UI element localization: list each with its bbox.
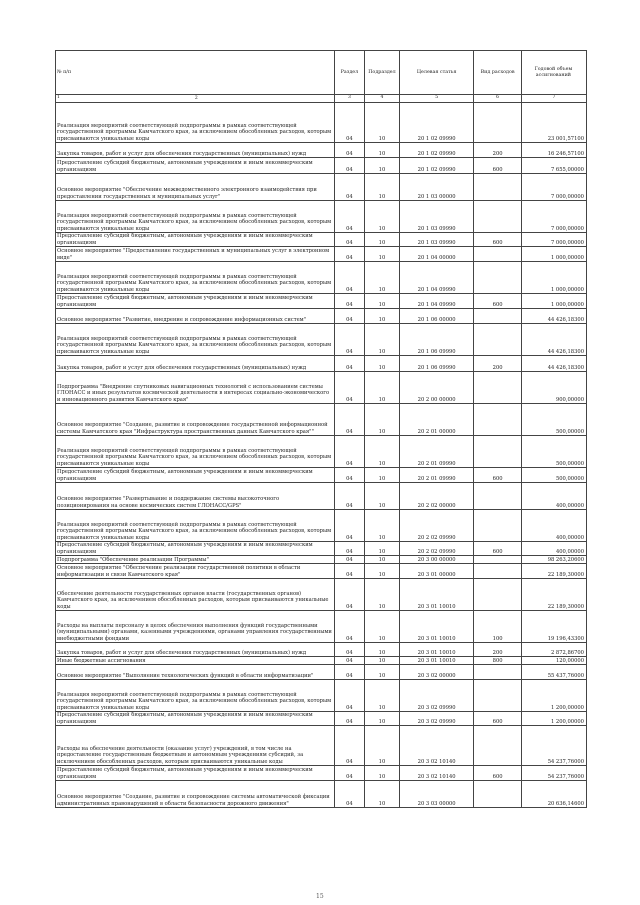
row-celevaya: 20 3 03 00000: [399, 781, 474, 808]
page-number: 15: [316, 893, 324, 900]
row-celevaya: 20 1 03 09990: [399, 201, 474, 233]
row-podrazdel: 10: [365, 309, 400, 324]
row-sum: 7 000,00000: [521, 233, 586, 247]
row-podrazdel: 10: [365, 174, 400, 201]
table-row: [56, 657, 587, 665]
header-name: № п/п: [56, 51, 335, 95]
row-name: Основное мероприятие "Выполнение технологических функций в области информатизации": [56, 665, 335, 680]
row-sum: 1 200,00000: [521, 712, 586, 726]
row-sum: 44 426,18300: [521, 324, 586, 356]
row-podrazdel: 10: [365, 680, 400, 712]
row-name: Подпрограмма "Обеспечение реализации Программы": [56, 556, 335, 564]
row-podrazdel: 10: [365, 657, 400, 665]
colnum-6: 6: [474, 95, 521, 103]
row-podrazdel: 10: [365, 781, 400, 808]
row-name: Реализация мероприятий соответствующей подпрограммы в рамках соответствующей государственной программы Камчатского края, за исключением обособленных расходов, которым присваиваются уникальные коды: [56, 436, 335, 468]
row-name: Подпрограмма "Внедрение спутниковых навигационных технологий с использованием системы ГЛОНАСС и иных результатов космической деятельности в интересах социально-экономического и инновационного развития Камчатского края": [56, 372, 335, 404]
row-sum: 1 000,00000: [521, 262, 586, 294]
row-celevaya: 20 3 01 10010: [399, 579, 474, 611]
row-razdel: 04: [334, 294, 364, 309]
row-podrazdel: 10: [365, 233, 400, 247]
row-celevaya: 20 3 00 00000: [399, 556, 474, 564]
row-name: Закупка товаров, работ и услуг для обеспечения государственных (муниципальных) нужд: [56, 143, 335, 158]
table-row: [56, 510, 587, 542]
row-name: Предоставление субсидий бюджетным, автономным учреждениям и иным некоммерческим организациям: [56, 294, 335, 309]
row-razdel: 04: [334, 712, 364, 726]
row-razdel: 04: [334, 309, 364, 324]
row-celevaya: 20 3 02 09990: [399, 712, 474, 726]
row-podrazdel: 10: [365, 262, 400, 294]
row-razdel: 04: [334, 542, 364, 556]
row-sum: 23 001,57100: [521, 103, 586, 143]
row-vid: [474, 309, 521, 324]
row-podrazdel: 10: [365, 643, 400, 657]
row-vid: 800: [474, 657, 521, 665]
column-number-row: [56, 95, 587, 103]
row-sum: 900,00000: [521, 372, 586, 404]
row-celevaya: 20 1 04 09990: [399, 262, 474, 294]
row-celevaya: 20 1 03 00000: [399, 174, 474, 201]
table-row: [56, 542, 587, 556]
table-row: [56, 611, 587, 643]
row-podrazdel: 10: [365, 324, 400, 356]
row-name: Реализация мероприятий соответствующей подпрограммы в рамках соответствующей государственной программы Камчатского края, за исключением обособленных расходов, которым присваиваются уникальные коды: [56, 510, 335, 542]
colnum-5: 5: [399, 95, 474, 103]
row-name: Основное мероприятие "Создание, развитие и сопровождение системы автоматической фиксации административных правонарушений в области безопасности дорожного движения": [56, 781, 335, 808]
row-sum: 22 189,30000: [521, 579, 586, 611]
row-vid: 600: [474, 233, 521, 247]
row-vid: [474, 324, 521, 356]
header-razdel: Раздел: [334, 51, 364, 95]
row-razdel: 04: [334, 680, 364, 712]
row-name: Реализация мероприятий соответствующей подпрограммы в рамках соответствующей государственной программы Камчатского края, за исключением обособленных расходов, которым присваиваются уникальные коды: [56, 680, 335, 712]
row-vid: [474, 781, 521, 808]
row-sum: 2 872,86700: [521, 643, 586, 657]
table-row: [56, 712, 587, 726]
row-celevaya: 20 2 00 00000: [399, 372, 474, 404]
row-celevaya: 20 3 01 10010: [399, 643, 474, 657]
row-celevaya: 20 3 01 00000: [399, 564, 474, 579]
row-sum: 54 237,76000: [521, 766, 586, 781]
budget-table: [55, 50, 587, 808]
row-razdel: 04: [334, 579, 364, 611]
row-name: Реализация мероприятий соответствующей подпрограммы в рамках соответствующей государственной программы Камчатского края, за исключением обособленных расходов, которым присваиваются уникальные коды: [56, 324, 335, 356]
row-vid: [474, 510, 521, 542]
table-row: [56, 483, 587, 510]
row-razdel: 04: [334, 564, 364, 579]
row-razdel: 04: [334, 643, 364, 657]
row-vid: [474, 680, 521, 712]
row-razdel: 04: [334, 726, 364, 766]
row-podrazdel: 10: [365, 294, 400, 309]
row-sum: 400,00000: [521, 510, 586, 542]
row-razdel: 04: [334, 404, 364, 436]
row-razdel: 04: [334, 436, 364, 468]
row-celevaya: 20 1 06 09990: [399, 356, 474, 372]
row-name: Предоставление субсидий бюджетным, автономным учреждениям и иным некоммерческим организациям: [56, 542, 335, 556]
row-sum: 22 189,30000: [521, 564, 586, 579]
row-razdel: 04: [334, 103, 364, 143]
header-podrazdel: Подраздел: [365, 51, 400, 95]
row-vid: [474, 556, 521, 564]
row-sum: 20 636,14600: [521, 781, 586, 808]
row-razdel: 04: [334, 356, 364, 372]
row-celevaya: 20 1 03 09990: [399, 233, 474, 247]
row-sum: 500,00000: [521, 436, 586, 468]
row-podrazdel: 10: [365, 510, 400, 542]
row-razdel: 04: [334, 483, 364, 510]
row-name: Предоставление субсидий бюджетным, автономным учреждениям и иным некоммерческим организациям: [56, 158, 335, 174]
row-podrazdel: 10: [365, 712, 400, 726]
row-razdel: 04: [334, 158, 364, 174]
row-celevaya: 20 1 02 09990: [399, 158, 474, 174]
row-sum: 400,00000: [521, 483, 586, 510]
row-podrazdel: 10: [365, 372, 400, 404]
row-celevaya: 20 1 02 09990: [399, 103, 474, 143]
row-name: Основное мероприятие "Обеспечение межведомственного электронного взаимодействия при предоставлении государственных и муниципальных услуг": [56, 174, 335, 201]
table-row: [56, 564, 587, 579]
table-row: [56, 356, 587, 372]
row-sum: 55 437,76000: [521, 665, 586, 680]
row-sum: 44 426,18300: [521, 356, 586, 372]
row-vid: [474, 247, 521, 262]
row-razdel: 04: [334, 781, 364, 808]
table-row: [56, 680, 587, 712]
row-vid: [474, 483, 521, 510]
row-podrazdel: 10: [365, 143, 400, 158]
row-sum: 54 237,76000: [521, 726, 586, 766]
row-vid: [474, 665, 521, 680]
row-vid: [474, 579, 521, 611]
table-row: [56, 103, 587, 143]
row-sum: 500,00000: [521, 468, 586, 483]
row-podrazdel: 10: [365, 103, 400, 143]
row-vid: [474, 262, 521, 294]
row-podrazdel: 10: [365, 483, 400, 510]
row-celevaya: 20 3 02 09990: [399, 680, 474, 712]
row-sum: 7 000,00000: [521, 174, 586, 201]
row-razdel: 04: [334, 766, 364, 781]
colnum-7: 7: [521, 95, 586, 103]
row-vid: 600: [474, 766, 521, 781]
row-sum: 1 000,00000: [521, 294, 586, 309]
table-row: [56, 143, 587, 158]
header-celevaya: Целевая статья: [399, 51, 474, 95]
row-vid: 200: [474, 143, 521, 158]
row-podrazdel: 10: [365, 468, 400, 483]
row-name: Реализация мероприятий соответствующей подпрограммы в рамках соответствующей государственной программы Камчатского края, за исключением обособленных расходов, которым присваиваются уникальные коды: [56, 262, 335, 294]
table-row: [56, 404, 587, 436]
row-razdel: 04: [334, 468, 364, 483]
row-vid: [474, 564, 521, 579]
row-celevaya: 20 2 02 09990: [399, 510, 474, 542]
row-name: Предоставление субсидий бюджетным, автономным учреждениям и иным некоммерческим организациям: [56, 712, 335, 726]
table-row: [56, 247, 587, 262]
row-name: Предоставление субсидий бюджетным, автономным учреждениям и иным некоммерческим организациям: [56, 766, 335, 781]
row-vid: 600: [474, 158, 521, 174]
row-name: Основное мероприятие "Предоставление государственных и муниципальных услуг в электронном виде": [56, 247, 335, 262]
row-name: Основное мероприятие "Развитие, внедрение и сопровождение информационных систем": [56, 309, 335, 324]
row-podrazdel: 10: [365, 726, 400, 766]
row-name: Расходы на выплаты персоналу в целях обеспечения выполнения функций государственными (муниципальными) органами, казенными учреждениями, органами управления государственными внебюджетными фондами: [56, 611, 335, 643]
row-celevaya: 20 1 04 09990: [399, 294, 474, 309]
row-podrazdel: 10: [365, 611, 400, 643]
row-sum: 16 246,57100: [521, 143, 586, 158]
row-sum: 400,00000: [521, 542, 586, 556]
row-podrazdel: 10: [365, 404, 400, 436]
colnum-2: 2: [194, 95, 198, 101]
row-vid: 200: [474, 356, 521, 372]
row-podrazdel: 10: [365, 201, 400, 233]
row-sum: 500,00000: [521, 404, 586, 436]
row-vid: 200: [474, 643, 521, 657]
row-vid: [474, 436, 521, 468]
row-sum: 7 655,00000: [521, 158, 586, 174]
row-razdel: 04: [334, 510, 364, 542]
table-row: [56, 324, 587, 356]
row-razdel: 04: [334, 247, 364, 262]
row-celevaya: 20 1 06 00000: [399, 309, 474, 324]
row-celevaya: 20 2 02 00000: [399, 483, 474, 510]
row-vid: [474, 372, 521, 404]
row-razdel: 04: [334, 665, 364, 680]
row-vid: 600: [474, 468, 521, 483]
row-razdel: 04: [334, 233, 364, 247]
row-vid: [474, 103, 521, 143]
row-sum: 7 000,00000: [521, 201, 586, 233]
row-vid: [474, 201, 521, 233]
row-podrazdel: 10: [365, 436, 400, 468]
table-row: [56, 262, 587, 294]
row-sum: 98 263,20600: [521, 556, 586, 564]
table-row: [56, 468, 587, 483]
table-row: [56, 233, 587, 247]
row-sum: 44 426,18300: [521, 309, 586, 324]
table-row: [56, 665, 587, 680]
table-row: [56, 294, 587, 309]
table-row: [56, 158, 587, 174]
row-vid: [474, 404, 521, 436]
row-razdel: 04: [334, 201, 364, 233]
table-row: [56, 309, 587, 324]
row-name: Обеспечение деятельности государственных органов власти (государственных органов) Камчатского края, за исключением обособленных расходов, которым присваиваются уникальные коды: [56, 579, 335, 611]
table-row: [56, 556, 587, 564]
table-row: [56, 643, 587, 657]
row-vid: 600: [474, 712, 521, 726]
row-celevaya: 20 1 06 09990: [399, 324, 474, 356]
row-razdel: 04: [334, 174, 364, 201]
row-vid: [474, 726, 521, 766]
row-sum: 19 196,43300: [521, 611, 586, 643]
row-podrazdel: 10: [365, 564, 400, 579]
row-podrazdel: 10: [365, 766, 400, 781]
row-celevaya: 20 1 04 00000: [399, 247, 474, 262]
row-sum: 1 200,00000: [521, 680, 586, 712]
row-name: Предоставление субсидий бюджетным, автономным учреждениям и иным некоммерческим организациям: [56, 233, 335, 247]
table-header-row: [56, 51, 587, 95]
row-sum: 1 000,00000: [521, 247, 586, 262]
row-razdel: 04: [334, 262, 364, 294]
table-row: [56, 781, 587, 808]
row-name: Предоставление субсидий бюджетным, автономным учреждениям и иным некоммерческим организациям: [56, 468, 335, 483]
row-razdel: 04: [334, 324, 364, 356]
colnum-3: 3: [334, 95, 364, 103]
row-name: Закупка товаров, работ и услуг для обеспечения государственных (муниципальных) нужд: [56, 643, 335, 657]
row-celevaya: 20 3 01 10010: [399, 657, 474, 665]
row-razdel: 04: [334, 143, 364, 158]
row-podrazdel: 10: [365, 247, 400, 262]
row-razdel: 04: [334, 657, 364, 665]
row-celevaya: 20 3 01 10010: [399, 611, 474, 643]
row-celevaya: 20 1 02 09990: [399, 143, 474, 158]
table-row: [56, 436, 587, 468]
row-celevaya: 20 3 02 10140: [399, 766, 474, 781]
row-podrazdel: 10: [365, 579, 400, 611]
row-podrazdel: 10: [365, 356, 400, 372]
row-celevaya: 20 2 01 00000: [399, 404, 474, 436]
row-podrazdel: 10: [365, 665, 400, 680]
table-row: [56, 579, 587, 611]
row-razdel: 04: [334, 611, 364, 643]
row-celevaya: 20 2 02 09990: [399, 542, 474, 556]
row-celevaya: 20 3 02 00000: [399, 665, 474, 680]
header-sum: Годовой объем ассигнований: [521, 51, 586, 95]
row-podrazdel: 10: [365, 542, 400, 556]
row-razdel: 04: [334, 372, 364, 404]
row-vid: 600: [474, 542, 521, 556]
row-sum: 120,00000: [521, 657, 586, 665]
header-vid: Вид расходов: [474, 51, 521, 95]
row-name: Основное мероприятие "Развертывание и поддержание системы высокоточного позиционирования на основе космических систем ГЛОНАСС/GPS": [56, 483, 335, 510]
row-vid: [474, 174, 521, 201]
row-name: Реализация мероприятий соответствующей подпрограммы в рамках соответствующей государственной программы Камчатского края, за исключением обособленных расходов, которым присваиваются уникальные коды: [56, 103, 335, 143]
row-name: Закупка товаров, работ и услуг для обеспечения государственных (муниципальных) нужд: [56, 356, 335, 372]
table-row: [56, 201, 587, 233]
row-name: Основное мероприятие "Обеспечение реализации государственной политики в области информатизации и связи Камчатского края": [56, 564, 335, 579]
colnum-4: 4: [365, 95, 400, 103]
row-celevaya: 20 2 01 09990: [399, 436, 474, 468]
table-row: [56, 726, 587, 766]
table-row: [56, 174, 587, 201]
row-podrazdel: 10: [365, 158, 400, 174]
row-name: Основное мероприятие "Создание, развитие и сопровождение государственной информационной системы Камчатского края "Инфраструктура пространственных данных Камчатского края"": [56, 404, 335, 436]
row-celevaya: 20 2 01 09990: [399, 468, 474, 483]
row-name: Иные бюджетные ассигнования: [56, 657, 335, 665]
row-vid: 100: [474, 611, 521, 643]
row-podrazdel: 10: [365, 556, 400, 564]
row-name: Реализация мероприятий соответствующей подпрограммы в рамках соответствующей государственной программы Камчатского края, за исключением обособленных расходов, которым присваиваются уникальные коды: [56, 201, 335, 233]
table-row: [56, 372, 587, 404]
colnum-1: 1: [56, 95, 335, 103]
row-celevaya: 20 3 02 10140: [399, 726, 474, 766]
table-row: [56, 766, 587, 781]
row-name: Расходы на обеспечение деятельности (оказание услуг) учреждений, в том числе на предоставление государственным бюджетным и автономным учреждениям субсидий, за исключением обособленных расходов, которым присваиваются уникальные коды: [56, 726, 335, 766]
row-razdel: 04: [334, 556, 364, 564]
row-vid: 600: [474, 294, 521, 309]
